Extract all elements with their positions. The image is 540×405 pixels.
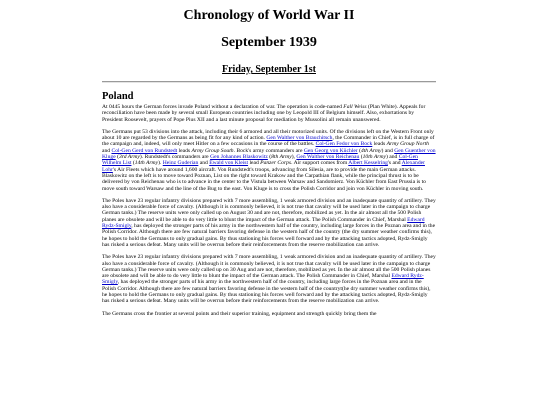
paragraph-frontier-crossing: The Germans cross the frontier at several points and their superior training, equipment and strength quickly bring them the [102, 310, 377, 317]
link-lohr[interactable]: Alexander Lohr [102, 160, 425, 173]
link-brauchitsch[interactable]: Gen Walther von Brauchitsch [266, 135, 333, 142]
section-heading: Poland [102, 91, 134, 102]
paragraph-polish-forces-repeat: The Poles have 23 regular infantry divisions prepared with 7 more assembling, 1 weak armored division and an inadequate quantity of artillery. They also have a considerable force of cavalry. (Although it is commonly believed, it is not true that cavalry will be used later in the campaign to charge German tanks.) The reserve units were only called up on 30 Aug and are not, therefore, mobilized as yet. In the air almost all the 500 Polish planes are obsolete and will be able to do very little to blunt the impact of the German attack. The Polish Commander in Chief, Marshal Edward Rydz-Smigly, has deployed the stronger parts of his army in the northwestern half of the country, including large forces in the Poznan area and in the Polish Corridor. Although there are few natural barriers favoring defense in the western half of the countryt(he dry summer weather confirms this), he hopes to hold the Germans to only gradual gains. By thus stationing his forces well forward and by the attacking tactics adopted, Rydz-Smigly has risked a serious defeat. Many units will be overrun before their reinforcements from the reserve mobilization can arrive. [102, 254, 436, 305]
link-rydz-smigly[interactable]: Edward Rydz-Smigly [102, 216, 425, 230]
paragraph-german-forces: The Germans put 53 divisions into the attack, including their 6 armored and all their motorized units. Of the divisions left on the Western Front only about 10 are regarded by the Germans as being fit for any kind of action. Gen Walther von Brauchitsch, the Commander in Chief, is in full charge of the campaign and, indeed, will only meet Hitler on a few occasions in the course of the battles. Col-Gen Fedor von Bock leads Army Group North and Col-Gen Gerd von Rundstedt leads Army Group South. Bock's army commanders are Gen Georg von Küchler (4th Army) and Gen Guenther von Kluge (3rd Army). Rundstedt's commanders are Gen Johannes Blaskowitz (8th Army), Gen Walther von Reichenau (10th Army) and Col-Gen Wilhelm List (14th Army). Heinz Guderian and Ewald von Kleist lead Panzer Corps. Air support comes from Albert Kesselring's and Alexander Lohr's Air Fleets which have around 1,600 aircraft. Von Rundstedt's troops, advancing from Silesia, are to provide the main German attacks. Blaskowitz on the left is to move toward Poznan, List on the right toward Krakow and the Carpathian flank, while the principal thrust is to be delivered by von Reichenau who is to advance in the center to the Vistula between Warsaw and Sandomierz. Von Küchler from East Prussia is to move south toward Warsaw and the line of the Bug to the east. Von Kluge is to cross the Polish Corridor and join von Küchler in moving south. [102, 128, 436, 192]
link-guderian[interactable]: Heinz Guderian [162, 160, 199, 167]
page-subtitle: September 1939 [221, 35, 317, 50]
date-heading [102, 64, 436, 76]
link-list[interactable]: Col-Gen Wilhelm List [102, 154, 418, 167]
link-kluge[interactable]: Gen Guenther von Kluge [102, 147, 436, 161]
link-kuchler[interactable]: Gen Georg von Küchler [303, 147, 358, 154]
link-blaskowitz[interactable]: Gen Johannes Blaskowitz [210, 154, 268, 161]
horizontal-rule [102, 81, 436, 83]
paragraph-invasion: At 0445 hours the German forces invade Poland without a declaration of war. The operation is code-named Fall Weiss (Plan White). Appeals for reconciliation have been made by several small European countries including one by Leopold III of Belgium himself. Also, exhortations by President Roosevelt, prayers of Pope Pius XII and a last minute proposal for mediation by Mussolini all remain unanswered. [102, 104, 426, 123]
page-title: Chronology of World War II [183, 8, 355, 23]
link-kesselring[interactable]: Albert Kesselring [348, 160, 388, 167]
link-rundstedt[interactable]: Col-Gen Gerd von Rundstedt [111, 147, 178, 154]
link-rydz-smigly-2[interactable]: Edward Rydz-Smigly [102, 273, 424, 286]
link-bock[interactable]: Col-Gen Fedor von Bock [315, 141, 373, 148]
date-link[interactable]: Friday, September 1st [222, 64, 316, 75]
link-reichenau[interactable]: Gen Walther von Reichenau [296, 154, 360, 161]
link-kleist[interactable]: Ewald von Kleist [209, 160, 249, 167]
paragraph-polish-forces: The Poles have 23 regular infantry divisions prepared with 7 more assembling, 1 weak armored division and an inadequate quantity of artillery. They also have a considerable force of cavalry. (Although it is commonly believed, it is not true that cavalry will be used later in the campaign to charge German tanks.) The reserve units were only called up on August 30 and are not, therefore, mobilized as yet. In the air almost all the 500 Polish planes are obsolete and will be able to do very little to blunt the impact of the German attack. The Polish Commander in Chief, Marshal Edward Rydz-Smigly, has deployed the stronger parts of his army in the northwestern half of the country, including large forces in the Poznan area and in the Polish Corridor. Although there are few natural barriers favoring defense in the western half of the country (the dry summer weather confirms this), he hopes to hold the Germans to only gradual gains. By thus stationing his forces well forward and by the attacking tactics adopted, Rydz-Smigly has risked a serious defeat. Many units will be overrun before their reinforcements from the reserve mobilization can arrive. [102, 197, 436, 248]
